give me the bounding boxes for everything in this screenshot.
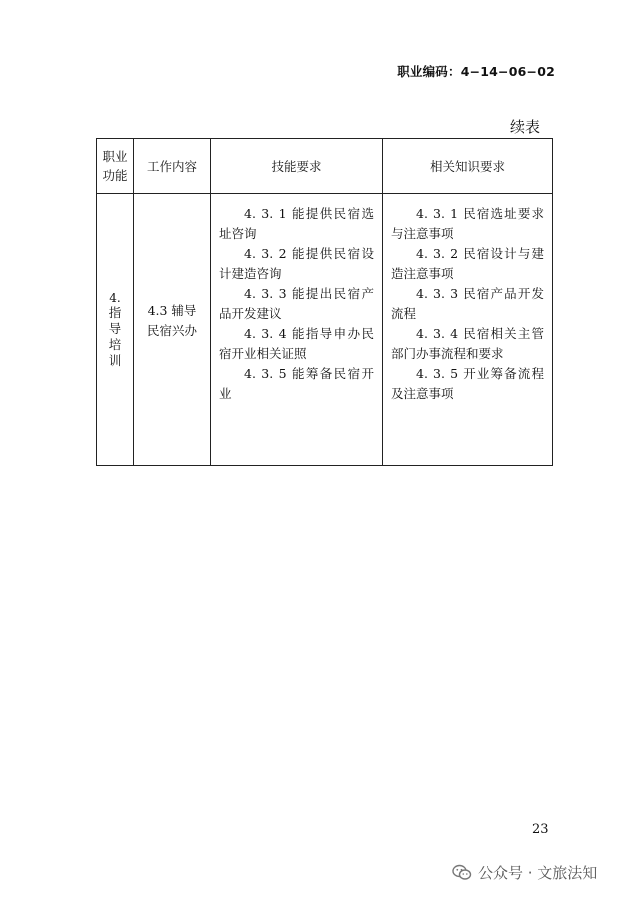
work-content-text: 4.3 辅导 民宿兴办 xyxy=(146,303,197,338)
requirements-table xyxy=(96,138,553,466)
knowledge-item: 4. 3. 4 民宿相关主管部门办事流程和要求 xyxy=(391,326,544,361)
function-number: 4. xyxy=(109,290,121,305)
table-row xyxy=(97,194,553,466)
knowledge-item: 4. 3. 5 开业筹备流程及注意事项 xyxy=(391,366,544,401)
knowledge-item: 4. 3. 1 民宿选址要求与注意事项 xyxy=(391,206,544,241)
header-function-label: 职业 功能 xyxy=(102,149,128,183)
function-cell xyxy=(97,194,134,466)
header-function xyxy=(97,139,134,194)
watermark-text: 公众号 · 文旅法知 xyxy=(478,864,598,882)
skill-item: 4. 3. 5 能筹备民宿开业 xyxy=(219,366,374,401)
function-name: 指导培训 xyxy=(108,304,122,368)
occupation-code: 职业编码：4−14−06−02 xyxy=(397,64,555,79)
continued-label: 续表 xyxy=(509,118,540,136)
header-knowledge: 相关知识要求 xyxy=(383,139,553,194)
skills-cell xyxy=(211,194,383,466)
skill-item: 4. 3. 2 能提供民宿设计建造咨询 xyxy=(219,246,374,281)
skill-item: 4. 3. 3 能提出民宿产品开发建议 xyxy=(219,286,374,321)
work-content-cell xyxy=(134,194,211,466)
table-header-row xyxy=(97,139,553,194)
page-number: 23 xyxy=(532,822,549,837)
skill-item: 4. 3. 1 能提供民宿选址咨询 xyxy=(219,206,374,241)
knowledge-item: 4. 3. 2 民宿设计与建造注意事项 xyxy=(391,246,544,281)
knowledge-cell xyxy=(383,194,553,466)
wechat-icon xyxy=(452,864,472,881)
watermark xyxy=(452,862,597,883)
skill-item: 4. 3. 4 能指导申办民宿开业相关证照 xyxy=(219,326,374,361)
header-work-content: 工作内容 xyxy=(134,139,211,194)
knowledge-item: 4. 3. 3 民宿产品开发流程 xyxy=(391,286,544,321)
header-skills: 技能要求 xyxy=(211,139,383,194)
